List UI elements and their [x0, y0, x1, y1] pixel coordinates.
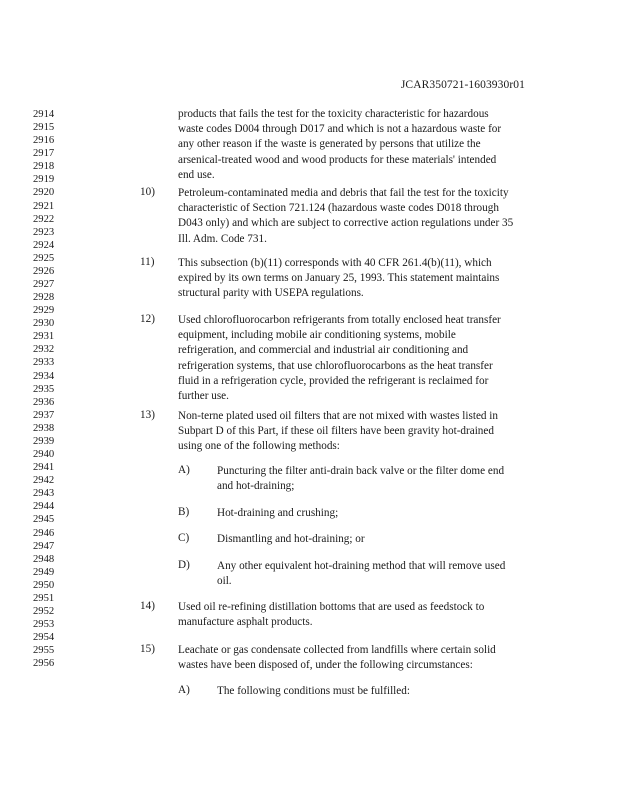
line-number: 2933 [33, 357, 55, 369]
line-number: 2936 [33, 396, 55, 408]
line-number: 2917 [33, 148, 55, 160]
line-number: 2949 [33, 566, 55, 578]
line-number: 2924 [33, 239, 55, 251]
line-number: 2954 [33, 632, 55, 644]
subitem-13-c-text: Dismantling and hot-draining; or [217, 533, 365, 545]
line-number: 2956 [33, 658, 55, 670]
line-number: 2926 [33, 265, 55, 277]
line-number: 2952 [33, 605, 55, 617]
line-number: 2946 [33, 527, 55, 539]
item-15-text: Leachate or gas condensate collected from landfills where certain solid wastes have been disposed of, under the following circumstances: [178, 644, 496, 672]
line-number: 2942 [33, 475, 55, 487]
line-numbers [33, 108, 73, 670]
continued-paragraph: products that fails the test for the toxicity characteristic for hazardous waste codes D004 through D017 and which is not a hazardous waste for any other reason if the waste is generated by persons that utilize the arsenical-treated wood and wood products for these materials' intended end use. [178, 108, 502, 181]
line-number: 2935 [33, 383, 55, 395]
line-number: 2939 [33, 435, 55, 447]
line-number: 2948 [33, 553, 55, 565]
subitem-15-a-text: The following conditions must be fulfilled: [217, 685, 410, 697]
subitem-13-d-text: Any other equivalent hot-draining method that will remove used oil. [217, 560, 506, 588]
line-number: 2922 [33, 213, 55, 225]
line-number: 2932 [33, 344, 55, 356]
line-number: 2953 [33, 619, 55, 631]
item-11-text: This subsection (b)(11) corresponds with 40 CFR 261.4(b)(11), which expired by its own terms on January 25, 1993. This statement maintains structural parity with USEPA regulations. [178, 257, 500, 300]
line-number: 2941 [33, 462, 55, 474]
line-number: 2914 [33, 109, 55, 120]
line-number: 2930 [33, 318, 55, 330]
line-number: 2947 [33, 540, 55, 552]
line-number: 2937 [33, 409, 55, 421]
line-number: 2921 [33, 200, 55, 212]
subitem-15-a-label: A) [178, 684, 190, 696]
item-13-text: Non-terne plated used oil filters that are not mixed with wastes listed in Subpart D of this Part, if these oil filters have been gravity hot-drained using one of the following methods: [178, 410, 499, 453]
item-number-11: 11) [140, 256, 155, 268]
subitem-13-d-label: D) [178, 559, 190, 571]
line-number: 2915 [33, 122, 55, 134]
subitem-13-a-label: A) [178, 464, 190, 476]
line-number: 2920 [33, 187, 55, 199]
item-number-13: 13) [140, 409, 155, 421]
subitem-13-b-text: Hot-draining and crushing; [217, 507, 339, 519]
line-number: 2940 [33, 449, 55, 461]
line-number: 2943 [33, 488, 55, 500]
subitem-13-b-label: B) [178, 506, 190, 518]
line-number: 2929 [33, 305, 55, 317]
item-number-12: 12) [140, 313, 155, 325]
item-14-text: Used oil re-refining distillation bottoms that are used as feedstock to manufacture asphalt products. [178, 601, 485, 629]
line-number: 2927 [33, 279, 55, 291]
line-number: 2931 [33, 331, 55, 343]
line-number: 2951 [33, 592, 55, 604]
line-number: 2938 [33, 422, 55, 434]
line-number: 2928 [33, 292, 55, 304]
line-number: 2919 [33, 174, 55, 186]
line-number: 2923 [33, 226, 55, 238]
item-10-text: Petroleum-contaminated media and debris that fail the test for the toxicity characteristic of Section 721.124 (hazardous waste codes D018 through D043 only) and which are subject to corrective action regulations under 35 Ill. Adm. Code 731. [178, 187, 514, 245]
line-number: 2925 [33, 252, 55, 264]
line-number: 2950 [33, 579, 55, 591]
item-number-10: 10) [140, 186, 155, 198]
item-12-text: Used chlorofluorocarbon refrigerants from totally enclosed heat transfer equipment, including mobile air conditioning systems, mobile refrigeration, and commercial and industrial air conditioning and refrigeration systems, that use chlorofluorocarbons as the heat transfer fluid in a refrigeration cycle, provided the refrigerant is reclaimed for further use. [178, 314, 501, 403]
line-number: 2918 [33, 161, 55, 173]
line-number: 2945 [33, 514, 55, 526]
line-number: 2955 [33, 645, 55, 657]
subitem-13-c-label: C) [178, 532, 190, 544]
item-number-14: 14) [140, 600, 155, 612]
line-number: 2934 [33, 370, 55, 382]
document-id: JCAR350721-1603930r01 [400, 79, 525, 91]
subitem-13-a-text: Puncturing the filter anti-drain back valve or the filter dome end and hot-draining; [217, 465, 505, 493]
line-number: 2916 [33, 135, 55, 147]
line-number: 2944 [33, 501, 55, 513]
item-number-15: 15) [140, 643, 155, 655]
